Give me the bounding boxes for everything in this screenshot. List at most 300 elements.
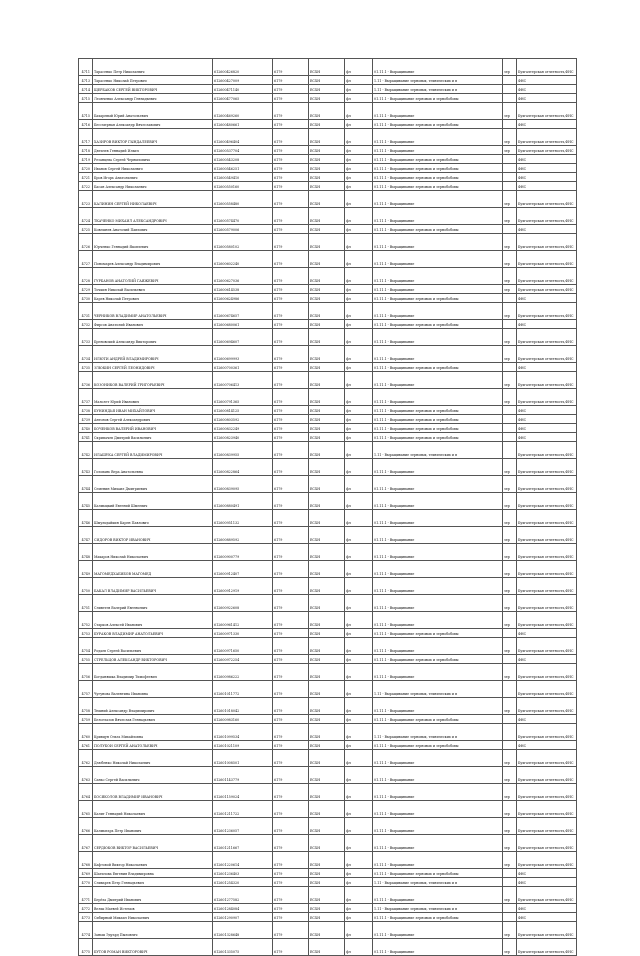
row-source: Бухгалтерская отчетность,ФНС	[517, 527, 577, 544]
row-number: 4715	[79, 103, 93, 120]
row-inn: 612600972254	[213, 655, 273, 664]
row-number: 4715	[79, 94, 93, 103]
row-type: фл	[345, 913, 373, 922]
row-name: БУНИНДЬЯ ИВАН МИХАЙЛОВИЧ	[93, 406, 213, 415]
row-activity-tail: зер	[503, 527, 517, 544]
row-number: 4773	[79, 913, 93, 922]
row-name: Карев Николай Петрович	[93, 294, 213, 303]
row-source: Бухгалтерская отчетность,ФНС	[517, 191, 577, 208]
row-number: 4743	[79, 459, 93, 476]
row-type: фл	[345, 346, 373, 363]
row-activity-tail	[503, 878, 517, 887]
row-number: 4742	[79, 442, 93, 459]
table-row	[79, 208, 577, 225]
table-row	[79, 681, 577, 698]
row-name: Сливарев Петр Геннадьевич	[93, 878, 213, 887]
row-oktmo: 6179	[273, 225, 309, 234]
row-number: 4757	[79, 681, 93, 698]
row-source: ФНС	[517, 655, 577, 664]
row-type: фл	[345, 329, 373, 346]
row-oktmo: 6179	[273, 887, 309, 904]
row-name: ЩЕРБАКОВ СЕРГЕЙ ВИКТОРОВИЧ	[93, 85, 213, 94]
row-activity-tail	[503, 406, 517, 415]
row-activity-tail: зер	[503, 578, 517, 595]
row-number: 4753	[79, 629, 93, 638]
table-row	[79, 303, 577, 320]
row-type: фл	[345, 629, 373, 638]
row-activity-tail: зер	[503, 887, 517, 904]
table-row	[79, 527, 577, 544]
row-oktmo: 6179	[273, 835, 309, 852]
row-source: ФНС	[517, 424, 577, 433]
row-activity: 01.11.1 - Выращивание	[373, 329, 503, 346]
row-activity-tail	[503, 869, 517, 878]
row-name: Пономарев Александр Владимирович	[93, 251, 213, 268]
row-activity: 01.11.1 - Выращивание	[373, 303, 503, 320]
row-oktmo: 6179	[273, 939, 309, 956]
row-regime: ЕСХН	[309, 629, 345, 638]
row-activity-tail: зер	[503, 234, 517, 251]
row-number: 4713	[79, 76, 93, 85]
row-source: Бухгалтерская отчетность,ФНС	[517, 681, 577, 698]
row-oktmo: 6179	[273, 146, 309, 155]
row-inn: 612600549410	[213, 173, 273, 182]
row-activity-tail: зер	[503, 750, 517, 767]
row-oktmo: 6179	[273, 904, 309, 913]
row-activity-tail	[503, 415, 517, 424]
row-number: 4721	[79, 173, 93, 182]
row-regime: ЕСХН	[309, 173, 345, 182]
row-type: фл	[345, 294, 373, 303]
row-number: 4739	[79, 415, 93, 424]
row-oktmo: 6179	[273, 103, 309, 120]
row-oktmo: 6179	[273, 724, 309, 741]
row-number: 4716	[79, 120, 93, 129]
row-source: Бухгалтерская отчетность,ФНС	[517, 329, 577, 346]
row-source: ФНС	[517, 715, 577, 724]
row-name: Точкин Николай Васильевич	[93, 285, 213, 294]
row-activity-tail	[503, 442, 517, 459]
row-activity-tail: зер	[503, 493, 517, 510]
row-type: фл	[345, 372, 373, 389]
table-row	[79, 389, 577, 406]
row-inn: 612600912919	[213, 578, 273, 595]
row-regime: ЕСХН	[309, 182, 345, 191]
table-row	[79, 155, 577, 164]
row-number: 4731	[79, 303, 93, 320]
table-row	[79, 887, 577, 904]
row-number: 4775	[79, 939, 93, 956]
row-name: Родаев Сергей Васильевич	[93, 638, 213, 655]
row-activity: 01.11.1 - Выращивание зерновых и зернобобовы	[373, 164, 503, 173]
row-oktmo: 6179	[273, 476, 309, 493]
row-inn: 612600880491	[213, 493, 273, 510]
row-number: 4745	[79, 493, 93, 510]
table-row	[79, 913, 577, 922]
table-row	[79, 442, 577, 459]
row-activity: 01.11.1 - Выращивание	[373, 493, 503, 510]
row-regime: ЕСХН	[309, 85, 345, 94]
row-regime: ЕСХН	[309, 741, 345, 750]
row-source: Бухгалтерская отчетность,ФНС	[517, 459, 577, 476]
row-inn: 612601008501	[213, 750, 273, 767]
row-number: 4762	[79, 750, 93, 767]
row-activity: 01.11.1 - Выращивание	[373, 103, 503, 120]
row-type: фл	[345, 527, 373, 544]
row-inn: 612601220614	[213, 852, 273, 869]
row-oktmo: 6179	[273, 94, 309, 103]
row-type: фл	[345, 904, 373, 913]
row-inn: 612600971650	[213, 638, 273, 655]
row-name: Скрипачев Дмитрий Васильевич	[93, 433, 213, 442]
table-row	[79, 869, 577, 878]
row-activity: 01.11.1 - Выращивание зерновых и зернобобовы	[373, 94, 503, 103]
row-inn: 612600579006	[213, 225, 273, 234]
row-regime: ЕСХН	[309, 612, 345, 629]
row-source: Бухгалтерская отчетность,ФНС	[517, 852, 577, 869]
row-source: Бухгалтерская отчетность,ФНС	[517, 922, 577, 939]
row-activity-tail	[503, 433, 517, 442]
row-activity-tail	[503, 629, 517, 638]
row-activity-tail	[503, 85, 517, 94]
row-name: Богданяшка Владимир Тимофеевич	[93, 664, 213, 681]
row-oktmo: 6179	[273, 415, 309, 424]
row-oktmo: 6179	[273, 329, 309, 346]
row-inn: 612600699993	[213, 346, 273, 363]
row-oktmo: 6179	[273, 578, 309, 595]
row-number: 4774	[79, 922, 93, 939]
row-oktmo: 6179	[273, 76, 309, 85]
row-name: Вельк Матвей Истемов	[93, 904, 213, 913]
row-activity: 01.11.1 - Выращивание зерновых и зернобобовы	[373, 433, 503, 442]
table-row	[79, 801, 577, 818]
row-regime: ЕСХН	[309, 415, 345, 424]
row-type: фл	[345, 415, 373, 424]
row-oktmo: 6179	[273, 698, 309, 715]
row-source: Бухгалтерская отчетность,ФНС	[517, 372, 577, 389]
row-activity: 01.11.1 - Выращивание зерновых и зернобобовы	[373, 415, 503, 424]
row-inn: 612601277582	[213, 887, 273, 904]
row-inn: 612600803592	[213, 415, 273, 424]
row-activity: 01.11.1 - Выращивание	[373, 612, 503, 629]
row-activity: 1.11 - Выращивание зерновых, технических и п	[373, 904, 503, 913]
row-source: Бухгалтерская отчетность,ФНС	[517, 510, 577, 527]
row-number: 4752	[79, 612, 93, 629]
row-number: 4723	[79, 191, 93, 208]
row-inn: 612600986222	[213, 664, 273, 681]
row-name: Тарасенко Петр Николаевич	[93, 59, 213, 76]
row-activity-tail: зер	[503, 698, 517, 715]
row-activity: 01.11.1 - Выращивание зерновых и зернобобовы	[373, 320, 503, 329]
row-number: 4765	[79, 801, 93, 818]
row-source: Бухгалтерская отчетность,ФНС	[517, 638, 577, 655]
row-activity: 01.11.1 - Выращивание	[373, 129, 503, 146]
row-number: 4744	[79, 476, 93, 493]
row-oktmo: 6179	[273, 493, 309, 510]
row-number: 4754	[79, 638, 93, 655]
row-inn: 612600961412	[213, 612, 273, 629]
row-oktmo: 6179	[273, 869, 309, 878]
row-activity-tail	[503, 741, 517, 750]
row-oktmo: 6179	[273, 784, 309, 801]
row-activity: 01.11.1 - Выращивание	[373, 852, 503, 869]
row-regime: ЕСХН	[309, 638, 345, 655]
table-row	[79, 818, 577, 835]
row-activity-tail	[503, 173, 517, 182]
row-regime: ЕСХН	[309, 493, 345, 510]
row-number: 4755	[79, 655, 93, 664]
row-activity: 01.11.1 - Выращивание	[373, 801, 503, 818]
row-activity-tail: зер	[503, 389, 517, 406]
row-number: 4769	[79, 869, 93, 878]
row-oktmo: 6179	[273, 346, 309, 363]
row-oktmo: 6179	[273, 459, 309, 476]
table-row	[79, 724, 577, 741]
row-activity: 01.11.1 - Выращивание	[373, 664, 503, 681]
row-source: Бухгалтерская отчетность,ФНС	[517, 442, 577, 459]
row-name: КАЛИНИН СЕРГЕЙ НИКОЛАЕВИЧ	[93, 191, 213, 208]
row-oktmo: 6179	[273, 741, 309, 750]
table-row	[79, 173, 577, 182]
row-source: ФНС	[517, 294, 577, 303]
row-name: ПОЛУБОИ СЕРГЕЙ АНАТОЛЬЕВИЧ	[93, 741, 213, 750]
row-name: Кафтовой Виктор Николаевич	[93, 852, 213, 869]
row-name: Белоглазов Вячеслав Геннадьевич	[93, 715, 213, 724]
row-type: фл	[345, 698, 373, 715]
row-source: Бухгалтерская отчетность,ФНС	[517, 389, 577, 406]
row-number: 4760	[79, 724, 93, 741]
row-activity: 01.11.1 - Выращивание	[373, 459, 503, 476]
table-row	[79, 329, 577, 346]
row-activity: 01.11.1 - Выращивание	[373, 268, 503, 285]
row-type: фл	[345, 234, 373, 251]
row-regime: ЕСХН	[309, 767, 345, 784]
row-number: 4727	[79, 251, 93, 268]
row-inn: 612601143779	[213, 767, 273, 784]
row-source: ФНС	[517, 155, 577, 164]
row-activity: 01.11.1 - Выращивание	[373, 939, 503, 956]
table-row	[79, 741, 577, 750]
row-inn: 612600922608	[213, 595, 273, 612]
row-regime: ЕСХН	[309, 887, 345, 904]
row-inn: 612601099534	[213, 724, 273, 741]
row-number: 4756	[79, 664, 93, 681]
row-number: 4750	[79, 578, 93, 595]
table-row	[79, 76, 577, 85]
row-activity: 01.11.1 - Выращивание	[373, 887, 503, 904]
row-number: 4732	[79, 320, 93, 329]
row-oktmo: 6179	[273, 638, 309, 655]
row-activity: 1.11 - Выращивание зерновых, технических и п	[373, 76, 503, 85]
row-number: 4724	[79, 208, 93, 225]
row-name: ИЛЮТИ АНДРЕЙ ВЛАДИМИРОВИЧ	[93, 346, 213, 363]
row-source: ФНС	[517, 406, 577, 415]
table-row	[79, 433, 577, 442]
row-inn: 612601328648	[213, 922, 273, 939]
table-row	[79, 424, 577, 433]
row-oktmo: 6179	[273, 234, 309, 251]
row-type: фл	[345, 493, 373, 510]
row-regime: ЕСХН	[309, 155, 345, 164]
row-name: Головань Вера Анатольевна	[93, 459, 213, 476]
row-type: фл	[345, 724, 373, 741]
row-name: Антонов Сергей Александрович	[93, 415, 213, 424]
row-name: Ковешнев Анатолий Павлович	[93, 225, 213, 234]
row-inn: 612601211722	[213, 801, 273, 818]
row-name: МАГОМЕДХАБИБОВ МАГОМЕД	[93, 561, 213, 578]
table-row	[79, 268, 577, 285]
registry-rows	[79, 59, 577, 956]
table-row	[79, 85, 577, 94]
row-oktmo: 6179	[273, 664, 309, 681]
row-oktmo: 6179	[273, 363, 309, 372]
row-activity: 01.11.1 - Выращивание	[373, 561, 503, 578]
row-type: фл	[345, 655, 373, 664]
row-inn: 612600680061	[213, 320, 273, 329]
row-name: БАКАЛ ВЛАДИМИР ВАСИЛЬЕВИЧ	[93, 578, 213, 595]
row-regime: ЕСХН	[309, 913, 345, 922]
table-row	[79, 629, 577, 638]
row-number: 4749	[79, 561, 93, 578]
row-regime: ЕСХН	[309, 459, 345, 476]
row-regime: ЕСХН	[309, 59, 345, 76]
row-source: ФНС	[517, 629, 577, 638]
row-activity-tail: зер	[503, 103, 517, 120]
row-regime: ЕСХН	[309, 363, 345, 372]
row-activity-tail	[503, 155, 517, 164]
row-activity-tail: зер	[503, 939, 517, 956]
row-source: ФНС	[517, 878, 577, 887]
row-number: 4766	[79, 818, 93, 835]
row-source: Бухгалтерская отчетность,ФНС	[517, 146, 577, 155]
row-regime: ЕСХН	[309, 878, 345, 887]
row-number: 4717	[79, 129, 93, 146]
row-number: 4734	[79, 346, 93, 363]
row-source: ФНС	[517, 433, 577, 442]
row-activity: 01.11.1 - Выращивание зерновых и зернобобовы	[373, 363, 503, 372]
row-activity-tail	[503, 655, 517, 664]
row-source: ФНС	[517, 182, 577, 191]
row-type: фл	[345, 638, 373, 655]
row-regime: ЕСХН	[309, 103, 345, 120]
row-name: БОЧЕНКОВ ВАЛЕРИЙ ИВАНОВИЧ	[93, 424, 213, 433]
row-name: Старков Алексей Иванович	[93, 612, 213, 629]
table-row	[79, 852, 577, 869]
row-inn: 612600839955	[213, 442, 273, 459]
row-inn: 612600706413	[213, 372, 273, 389]
row-inn: 612601011772	[213, 681, 273, 698]
row-type: фл	[345, 103, 373, 120]
table-row	[79, 251, 577, 268]
row-regime: ЕСХН	[309, 208, 345, 225]
row-type: фл	[345, 182, 373, 191]
row-source: ФНС	[517, 869, 577, 878]
row-inn: 612600900779	[213, 544, 273, 561]
table-row	[79, 285, 577, 294]
row-activity-tail	[503, 182, 517, 191]
row-activity: 01.11.1 - Выращивание	[373, 208, 503, 225]
row-inn: 612601236403	[213, 869, 273, 878]
row-name: СЕРДЮКОВ ВИКТОР ВАСИЛЬЕВИЧ	[93, 835, 213, 852]
row-activity-tail: зер	[503, 852, 517, 869]
row-oktmo: 6179	[273, 767, 309, 784]
row-number: 4772	[79, 904, 93, 913]
table-row	[79, 493, 577, 510]
row-source: ФНС	[517, 164, 577, 173]
row-oktmo: 6179	[273, 878, 309, 887]
row-inn: 612600832249	[213, 424, 273, 433]
row-inn: 612600426820	[213, 59, 273, 76]
row-number: 4746	[79, 510, 93, 527]
row-source: Бухгалтерская отчетность,ФНС	[517, 939, 577, 956]
table-row	[79, 182, 577, 191]
row-regime: ЕСХН	[309, 94, 345, 103]
table-row	[79, 372, 577, 389]
row-activity: 01.11.1 - Выращивание	[373, 59, 503, 76]
row-name: Семенин Михаил Дмитриевич	[93, 476, 213, 493]
row-number: 4764	[79, 784, 93, 801]
row-activity: 1.11 - Выращивание зерновых, технических и п	[373, 724, 503, 741]
row-oktmo: 6179	[273, 294, 309, 303]
table-row	[79, 225, 577, 234]
row-regime: ЕСХН	[309, 294, 345, 303]
row-regime: ЕСХН	[309, 681, 345, 698]
row-inn: 612600477065	[213, 94, 273, 103]
row-type: фл	[345, 76, 373, 85]
row-activity-tail: зер	[503, 268, 517, 285]
row-source: Бухгалтерская отчетность,ФНС	[517, 268, 577, 285]
row-name: Макаров Николай Николаевич	[93, 544, 213, 561]
row-activity: 01.11.1 - Выращивание зерновых и зернобобовы	[373, 913, 503, 922]
row-type: фл	[345, 869, 373, 878]
row-type: фл	[345, 285, 373, 294]
row-activity-tail: зер	[503, 329, 517, 346]
row-activity: 01.11.1 - Выращивание	[373, 638, 503, 655]
row-oktmo: 6179	[273, 120, 309, 129]
row-activity: 1.11 - Выращивание зерновых, технических и п	[373, 442, 503, 459]
row-inn: 612600951132	[213, 510, 273, 527]
row-source: ФНС	[517, 741, 577, 750]
row-type: фл	[345, 406, 373, 415]
row-activity: 01.11.1 - Выращивание зерновых и зернобобовы	[373, 869, 503, 878]
row-activity-tail: зер	[503, 191, 517, 208]
row-regime: ЕСХН	[309, 389, 345, 406]
row-oktmo: 6179	[273, 818, 309, 835]
row-type: фл	[345, 268, 373, 285]
row-inn: 612600580102	[213, 234, 273, 251]
row-oktmo: 6179	[273, 155, 309, 164]
table-row	[79, 94, 577, 103]
row-name: Сливетев Валерий Евгеньевич	[93, 595, 213, 612]
row-activity-tail: зер	[503, 595, 517, 612]
row-activity-tail: зер	[503, 303, 517, 320]
row-oktmo: 6179	[273, 922, 309, 939]
row-regime: ЕСХН	[309, 561, 345, 578]
row-activity: 01.11.1 - Выращивание	[373, 544, 503, 561]
table-row	[79, 103, 577, 120]
row-regime: ЕСХН	[309, 801, 345, 818]
row-type: фл	[345, 59, 373, 76]
row-number: 4761	[79, 741, 93, 750]
row-number: 4741	[79, 433, 93, 442]
row-number: 4738	[79, 406, 93, 415]
row-name: ТКАЧЕНКО МИХАИЛ АЛЕКСАНДРОВИЧ	[93, 208, 213, 225]
row-source: Бухгалтерская отчетность,ФНС	[517, 578, 577, 595]
row-name: Фирсов Анатолий Иванович	[93, 320, 213, 329]
row-name: Басан Александр Николаевич	[93, 182, 213, 191]
row-type: фл	[345, 120, 373, 129]
row-type: фл	[345, 818, 373, 835]
